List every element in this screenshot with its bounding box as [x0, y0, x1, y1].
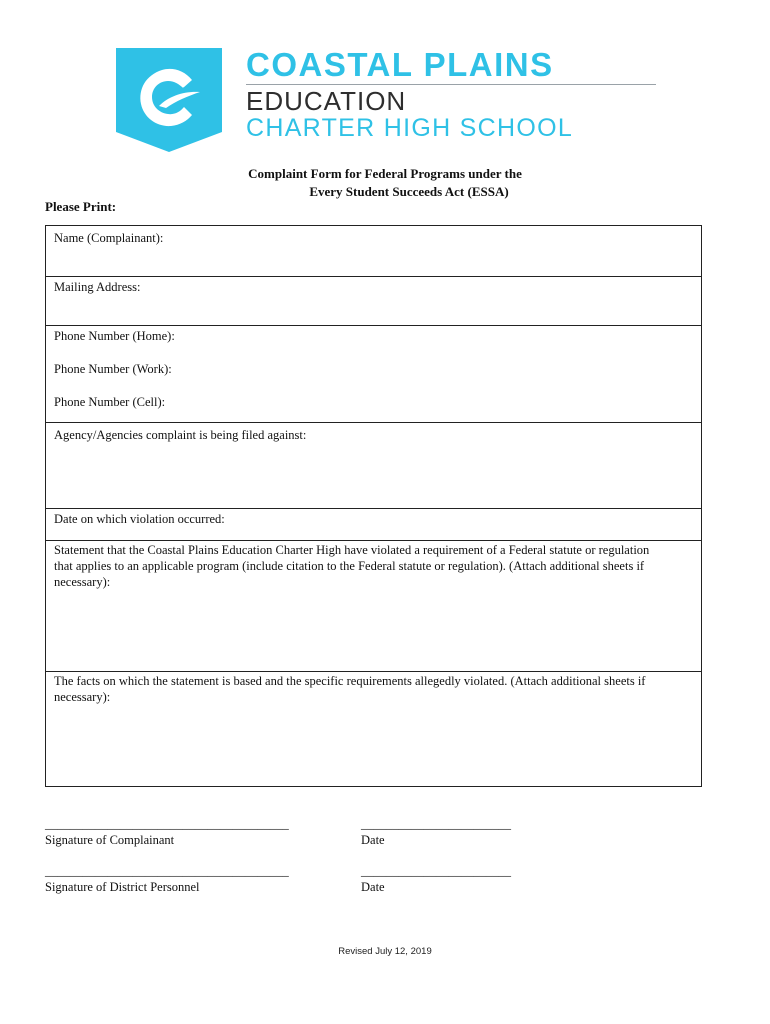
phone-numbers-field[interactable]	[46, 326, 701, 423]
please-print-label: Please Print:	[45, 199, 117, 214]
name-label: Name (Complainant):	[54, 231, 164, 245]
form-title-line-2: Every Student Succeeds Act (ESSA)	[309, 184, 509, 199]
personnel-date-line[interactable]: ________________________	[361, 864, 511, 878]
phone-home-label: Phone Number (Home):	[54, 329, 175, 343]
logo-line-2: EDUCATION	[246, 86, 407, 116]
statement-field[interactable]	[46, 541, 701, 672]
agency-field[interactable]	[46, 423, 701, 509]
complainant-signature-label: Signature of Complainant	[45, 833, 175, 847]
statement-label: Statement that the Coastal Plains Education Charter High have violated a requirement of a Federal statute or regulation that applies to an applicable program (include citation to the Federal statute or regulation). (Attach additional sheets if necessary):	[54, 543, 650, 589]
agency-label: Agency/Agencies complaint is being filed against:	[54, 428, 307, 442]
date-violation-label: Date on which violation occurred:	[54, 512, 225, 526]
date-violation-field[interactable]	[46, 509, 701, 541]
logo-divider	[246, 84, 656, 85]
form-title-line-1: Complaint Form for Federal Programs under the	[248, 166, 522, 181]
facts-label: The facts on which the statement is based and the specific requirements allegedly violated. (Attach additional sheets if necessary):	[54, 674, 646, 704]
complainant-signature-line[interactable]: _______________________________________	[45, 817, 289, 831]
name-field[interactable]	[46, 226, 701, 277]
complainant-date-line[interactable]: ________________________	[361, 817, 511, 831]
complaint-form-table	[45, 225, 702, 787]
logo-line-3: CHARTER HIGH SCHOOL	[246, 114, 574, 142]
school-logo	[114, 46, 659, 156]
facts-field[interactable]	[46, 672, 701, 786]
logo-line-1: COASTAL PLAINS	[246, 46, 554, 83]
mailing-address-label: Mailing Address:	[54, 280, 141, 294]
revision-footer: Revised July 12, 2019	[338, 946, 432, 957]
phone-cell-label: Phone Number (Cell):	[54, 395, 166, 409]
school-shield-c-icon	[114, 46, 224, 154]
personnel-signature-label: Signature of District Personnel	[45, 880, 200, 894]
personnel-date-label: Date	[361, 880, 385, 894]
personnel-signature-line[interactable]: _______________________________________	[45, 864, 289, 878]
complainant-date-label: Date	[361, 833, 385, 847]
mailing-address-field[interactable]	[46, 277, 701, 326]
phone-work-label: Phone Number (Work):	[54, 362, 172, 376]
